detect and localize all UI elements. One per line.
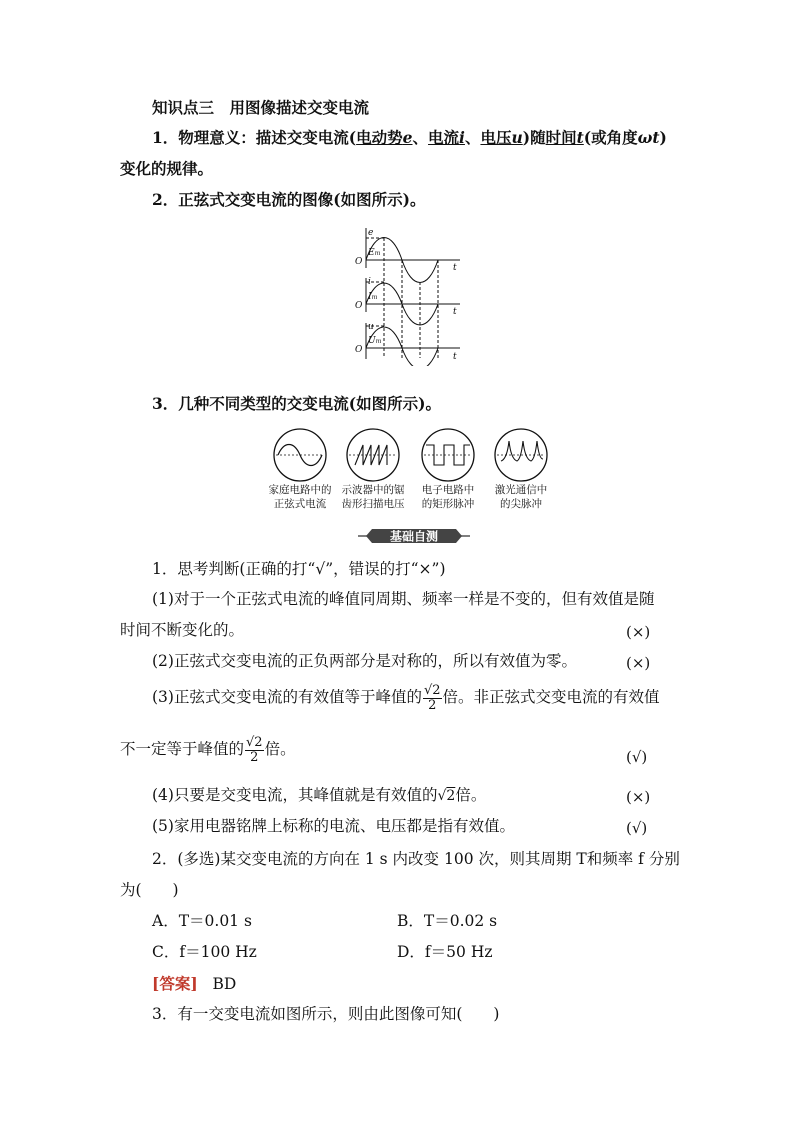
q1-s1-line2: 时间不断变化的。 (120, 621, 245, 639)
sine-graphs-figure (352, 226, 464, 366)
axis-i-label: i (368, 277, 371, 287)
voltage-term: 电压u (480, 128, 523, 147)
q1-s2-mark: (×) (626, 654, 651, 672)
section-banner (358, 526, 470, 546)
q2-stem-line2: 为( ) (120, 881, 179, 899)
item2: 2．正弦式交变电流的图像(如图所示)。 (152, 190, 426, 209)
section-title: 知识点三 用图像描述交变电流 (152, 98, 370, 117)
sine-wave-icon (272, 427, 328, 483)
q1-s3-mark: (√) (626, 748, 648, 766)
q1-s5-mark: (√) (626, 819, 648, 837)
axis-u-label: u (368, 322, 374, 332)
q2-option-c: C．f＝100 Hz (152, 943, 257, 961)
item3: 3．几种不同类型的交变电流(如图所示)。 (152, 394, 441, 413)
sawtooth-wave-icon (345, 427, 401, 483)
answer-value: BD (212, 975, 237, 993)
item1-line2: 变化的规律。 (120, 159, 214, 178)
emf-term: 电动势e (356, 128, 413, 147)
q2-option-b: B．T＝0.02 s (397, 912, 498, 930)
current-term: 电流i (428, 128, 465, 147)
caption-square: 电子电路中 的矩形脉冲 (421, 484, 475, 510)
q1-stem: 1．思考判断(正确的打“√”，错误的打“×”) (152, 560, 446, 578)
svg-text:O: O (355, 301, 363, 311)
q1-s3-line1: (3)正弦式交变电流的有效值等于峰值的 $\frac{√2}{2}$ 倍。非正弦式交变电流的有效值 (152, 683, 660, 713)
q1-s4: (4)只要是交变电流，其峰值就是有效值的√2倍。 (152, 786, 487, 804)
svg-text:t: t (453, 352, 457, 362)
caption-sawtooth: 示波器中的锯 齿形扫描电压 (341, 484, 405, 510)
svg-text:O: O (355, 257, 363, 267)
fraction-sqrt2-over-2: $\frac{√2}{2}$ (246, 735, 263, 765)
time-term: 时间t (545, 128, 584, 147)
sqrt2: √2 (437, 788, 456, 804)
svg-text:t: t (453, 263, 457, 273)
q1-s1-line1: (1)对于一个正弦式电流的峰值同周期、频率一样是不变的，但有效值是随 (152, 590, 655, 608)
q1-s5: (5)家用电器铭牌上标称的电流、电压都是指有效值。 (152, 817, 515, 835)
axis-e-label: e (368, 228, 374, 238)
svg-text:基础自测: 基础自测 (389, 529, 439, 544)
svg-text:t: t (453, 307, 457, 317)
q2-option-d: D．f＝50 Hz (397, 943, 493, 961)
q1-s1-mark: (×) (626, 623, 651, 641)
square-wave-icon (420, 427, 476, 483)
svg-text:Um: Um (368, 336, 382, 346)
fraction-sqrt2-over-2: $\frac{√2}{2}$ (423, 683, 441, 713)
svg-text:O: O (355, 345, 363, 355)
answer-label: [答案] (152, 974, 198, 993)
q1-s3-line2: 不一定等于峰值的 $\frac{√2}{2}$ 倍。 (120, 735, 296, 765)
q1-s4-mark: (×) (626, 788, 651, 806)
q2-option-a: A．T＝0.01 s (152, 912, 252, 930)
q2-stem-line1: 2．(多选)某交变电流的方向在 1 s 内改变 100 次，则其周期 T和频率 f 分别 (152, 850, 680, 868)
q1-s2: (2)正弦式交变电流的正负两部分是对称的，所以有效值为零。 (152, 652, 577, 670)
svg-text:Im: Im (368, 292, 378, 302)
item1-line1: 1．物理意义：描述交变电流(电动势e、电流i、电压u)随时间t(或角度ωt) (152, 128, 667, 147)
caption-spike: 激光通信中 的尖脉冲 (494, 484, 548, 510)
svg-text:Em: Em (368, 248, 381, 258)
caption-sine: 家庭电路中的 正弦式电流 (268, 484, 332, 510)
spike-pulse-icon (493, 427, 549, 483)
q3-stem: 3．有一交变电流如图所示，则由此图像可知( ) (152, 1005, 500, 1023)
q2-answer (152, 976, 236, 993)
